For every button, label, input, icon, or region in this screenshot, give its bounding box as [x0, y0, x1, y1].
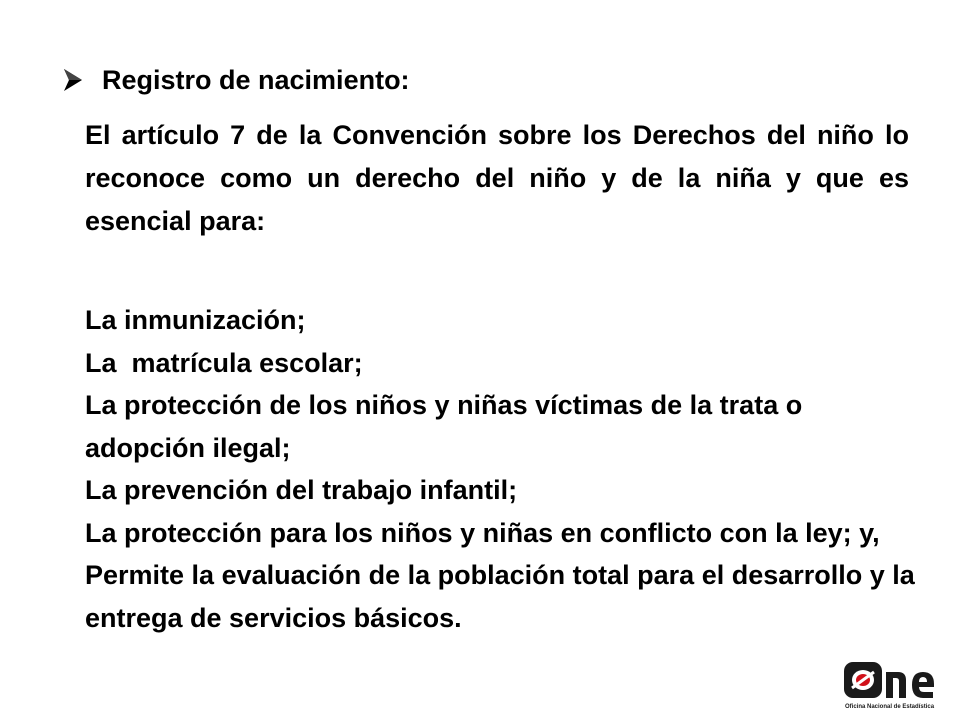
- logo-caption: Oficina Nacional de Estadística: [845, 704, 935, 710]
- list-item: La protección para los niños y niñas en conflicto con la ley; y,: [85, 517, 880, 548]
- purpose-list: [85, 299, 915, 639]
- section-heading: [62, 62, 410, 98]
- list-item: Permite la evaluación de la población total para el desarrollo y la entrega de servicios básicos.: [85, 560, 915, 633]
- heading-text: Registro de nacimiento:: [102, 65, 410, 95]
- list-item: La matrícula escolar;: [85, 347, 363, 378]
- list-item: La prevención del trabajo infantil;: [85, 475, 518, 505]
- list-item: La protección de los niños y niñas víctimas de la trata o adopción ilegal;: [85, 390, 825, 463]
- arrow-right-bullet-icon: [62, 67, 84, 93]
- intro-paragraph: El artículo 7 de la Convención sobre los Derechos del niño lo reconoce como un derecho del niño y de la niña y que es esencial para:: [85, 120, 909, 236]
- list-item: La inmunización;: [85, 305, 306, 335]
- one-logo: [842, 660, 938, 712]
